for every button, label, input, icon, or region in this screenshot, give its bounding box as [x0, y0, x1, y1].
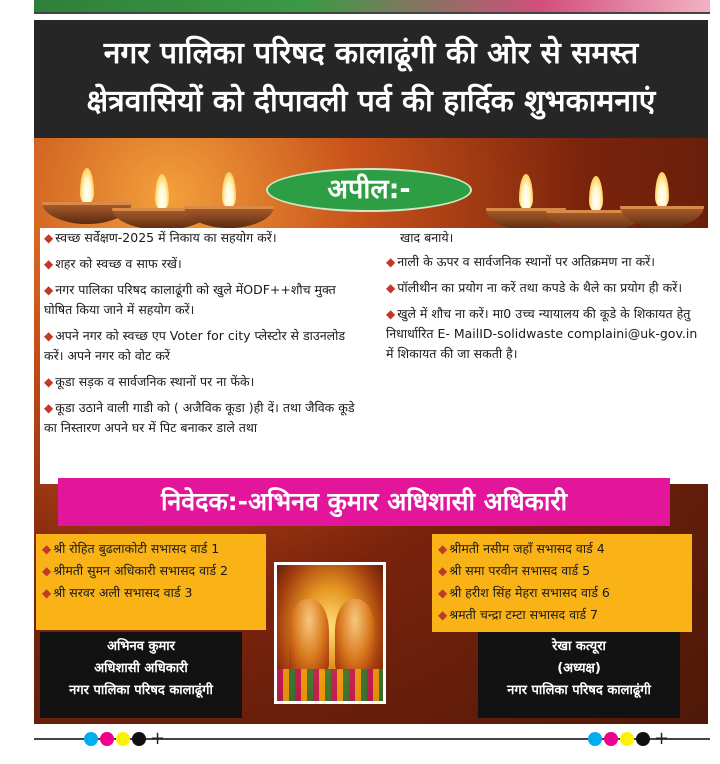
nameplate-role: (अध्यक्ष)	[557, 661, 601, 676]
member-item: ◆ श्रीमती नसीम जहाँ सभासद वार्ड 4	[438, 541, 605, 556]
nameplate-role: अधिशासी अधिकारी	[94, 661, 188, 676]
appeal-item: ◆ नाली के ऊपर व सार्वजनिक स्थानों पर अतिक्रमण ना करें।	[386, 254, 656, 269]
bullet-diamond-icon: ◆	[438, 564, 448, 578]
bullet-diamond-icon: ◆	[42, 542, 52, 556]
cmyk-dot	[604, 732, 618, 746]
lakshmi-ganesh-image	[274, 562, 386, 704]
cmyk-dot	[636, 732, 650, 746]
appeal-item: ◆ कूडा उठाने वाली गाडी को ( अजैविक कूडा )ही दें। तथा जैविक कूडे का निस्तारण अपने घर में पिट बनाकर डाले तथा	[44, 400, 355, 435]
nameplate-name: रेखा कत्यूरा	[552, 639, 606, 654]
member-item: ◆ श्री समा परवीन सभासद वार्ड 5	[438, 563, 591, 578]
registration-mark-right	[588, 730, 669, 748]
nameplate-chairperson	[478, 632, 680, 718]
bullet-diamond-icon: ◆	[386, 255, 396, 269]
cmyk-dot	[132, 732, 146, 746]
appeal-item: ◆ शहर को स्वच्छ व साफ रखें।	[44, 256, 182, 271]
crosshair-icon: +	[654, 728, 670, 749]
member-item: ◆ श्रमती चन्द्रा टम्टा सभासद वार्ड 7	[438, 607, 598, 622]
appeal-item: ◆ अपने नगर को स्वच्छ एप Voter for city प्लेस्टोर से डाउनलोड करें। अपने नगर को वोट करें	[44, 328, 346, 363]
bullet-diamond-icon: ◆	[44, 375, 54, 389]
nameplate-name: अभिनव कुमार	[107, 639, 175, 654]
diwali-advertisement	[34, 20, 708, 724]
diya-lamp	[620, 164, 704, 228]
top-rule	[34, 12, 710, 14]
appeal-list-right	[386, 228, 706, 370]
bullet-diamond-icon: ◆	[44, 231, 54, 245]
nameplate-org: नगर पालिका परिषद कालाढूंगी	[69, 683, 213, 698]
appeal-list-left	[44, 228, 364, 444]
members-list-left	[36, 534, 266, 630]
appeal-item: ◆ खुले में शौच ना करें। मा0 उच्च न्यायालय की कूडे के शिकायत हेतु निधार्धारित E- MailID-solidwaste complaini@uk-gov.in में शिकायत की जा सकती है।	[386, 306, 698, 361]
appeal-item: ◆ पॉलीथीन का प्रयोग ना करें तथा कपडे के थैले का प्रयोग ही करें।	[386, 280, 683, 295]
bullet-diamond-icon: ◆	[44, 401, 54, 415]
cmyk-dot	[620, 732, 634, 746]
bullet-diamond-icon: ◆	[438, 542, 448, 556]
member-item: ◆ श्रीमती सुमन अधिकारी सभासद वार्ड 2	[42, 563, 228, 578]
appeal-badge: अपील:-	[266, 168, 472, 212]
bullet-diamond-icon: ◆	[386, 281, 396, 295]
appeal-continuation: खाद बनाये।	[400, 230, 454, 245]
cmyk-dot	[100, 732, 114, 746]
bullet-diamond-icon: ◆	[44, 283, 54, 297]
appeal-item: ◆ स्वच्छ सर्वेक्षण-2025 में निकाय का सहयोग करें।	[44, 230, 277, 245]
crosshair-icon: +	[150, 728, 166, 749]
bullet-diamond-icon: ◆	[44, 257, 54, 271]
bullet-diamond-icon: ◆	[42, 586, 52, 600]
bullet-diamond-icon: ◆	[438, 586, 448, 600]
registration-mark-left	[84, 730, 165, 748]
signatory-bar: निवेदक:-अभिनव कुमार अधिशासी अधिकारी	[58, 478, 670, 526]
cmyk-dot	[588, 732, 602, 746]
greeting-line-1: नगर पालिका परिषद कालाढूंगी की ओर से समस्त	[103, 36, 639, 71]
member-item: ◆ श्री रोहित बुढलाकोटी सभासद वार्ड 1	[42, 541, 220, 556]
nameplate-executive-officer	[40, 632, 242, 718]
bullet-diamond-icon: ◆	[438, 608, 448, 622]
nameplate-org: नगर पालिका परिषद कालाढूंगी	[507, 683, 651, 698]
bullet-diamond-icon: ◆	[44, 329, 54, 343]
member-item: ◆ श्री सरवर अली सभासद वार्ड 3	[42, 585, 193, 600]
bullet-diamond-icon: ◆	[42, 564, 52, 578]
appeal-item: ◆ नगर पालिका परिषद कालाढूंगी को खुले मेंODF++शौच मुक्त घोषित किया जाने में सहयोग करें।	[44, 282, 336, 317]
cmyk-dot	[116, 732, 130, 746]
greeting-line-2: क्षेत्रवासियों को दीपावली पर्व की हार्दिक शुभकामनाएं	[86, 84, 656, 119]
appeal-panel	[40, 228, 708, 484]
cmyk-dot	[84, 732, 98, 746]
member-item: ◆ श्री हरीश सिंह मेहरा सभासद वार्ड 6	[438, 585, 610, 600]
diya-lamp	[184, 162, 274, 228]
appeal-item: ◆ कूडा सड़क व सार्वजनिक स्थानों पर ना फेंके।	[44, 374, 255, 389]
members-list-right	[432, 534, 692, 632]
top-color-strip	[34, 0, 710, 12]
bullet-diamond-icon: ◆	[386, 307, 396, 321]
greeting-header	[34, 20, 708, 138]
